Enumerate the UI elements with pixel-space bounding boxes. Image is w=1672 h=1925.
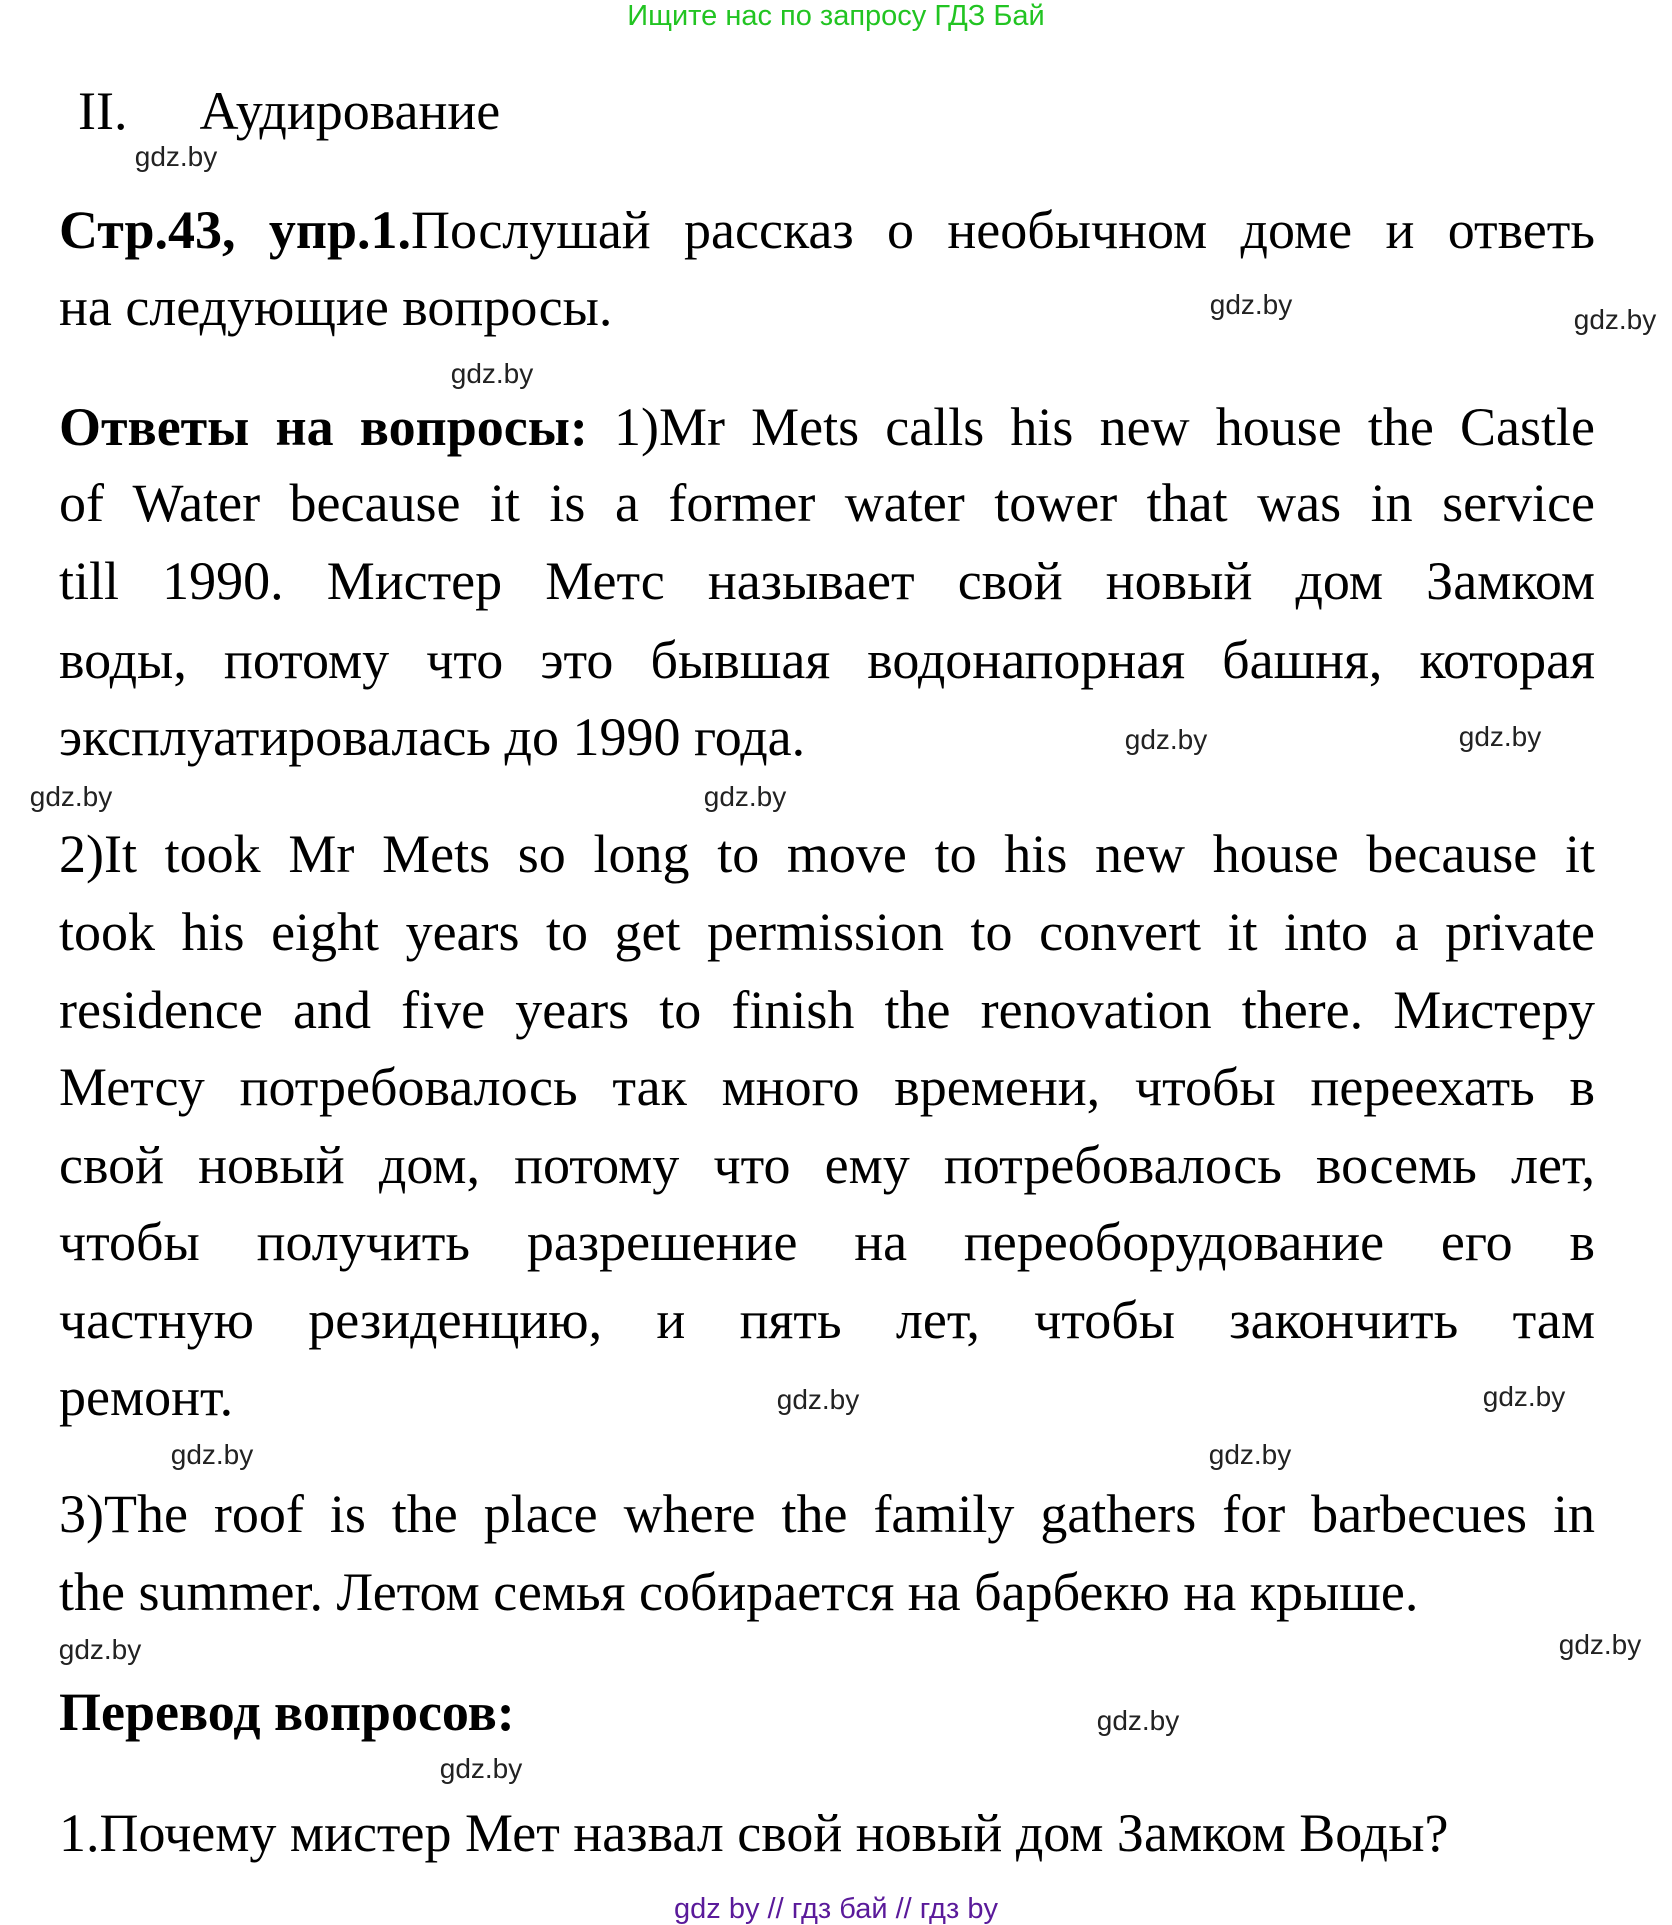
text-line	[59, 1801, 1595, 1865]
line-text: took his eight years to get permission to convert it into a private	[59, 902, 1595, 962]
watermark: gdz.by	[1482, 1381, 1566, 1412]
watermark: gdz.by	[29, 781, 113, 812]
line-text: воды, потому что это бывшая водонапорная башня, которая	[59, 630, 1595, 690]
footer-links: gdz by // гдз бай // гдз by	[674, 1893, 998, 1925]
line-text: residence and five years to finish the renovation there. Мистеру	[59, 980, 1595, 1040]
text-line	[59, 549, 1595, 613]
line-text: 2)It took Mr Mets so long to move to his new house because it	[59, 824, 1595, 884]
line-text: of Water because it is a former water tower that was in service	[59, 473, 1595, 533]
text-line	[59, 1482, 1595, 1546]
watermark: gdz.by	[703, 781, 787, 812]
translation-label: Перевод вопросов:	[59, 1682, 515, 1742]
watermark: gdz.by	[1558, 1629, 1642, 1660]
text-line	[59, 1055, 1595, 1119]
watermark: gdz.by	[1096, 1705, 1180, 1736]
line-text: 1)Mr Mets calls his new house the Castle	[614, 397, 1595, 457]
line-text: на следующие вопросы.	[59, 277, 613, 337]
answers-label: Ответы на вопросы:	[59, 397, 614, 457]
line-text: the summer. Летом семья собирается на барбекю на крыше.	[59, 1562, 1419, 1622]
text-line	[59, 900, 1595, 964]
text-line	[59, 822, 1595, 886]
line-text: свой новый дом, потому что ему потребовалось восемь лет,	[59, 1135, 1595, 1195]
line-text: till 1990. Мистер Метс называет свой новый дом Замком	[59, 551, 1595, 611]
section-title: Аудирование	[199, 81, 501, 141]
watermark: gdz.by	[450, 358, 534, 389]
watermark: gdz.by	[1573, 304, 1657, 335]
exercise-title-line	[59, 198, 1595, 262]
line-text: Метсу потребовалось так много времени, чтобы переехать в	[59, 1057, 1595, 1117]
line-text: ремонт.	[59, 1367, 234, 1427]
translation-heading	[59, 1680, 1595, 1744]
section-heading	[78, 83, 500, 139]
line-text: эксплуатировалась до 1990 года.	[59, 707, 806, 767]
text-line	[59, 275, 1595, 339]
watermark: gdz.by	[1124, 724, 1208, 755]
watermark: gdz.by	[1209, 289, 1293, 320]
watermark: gdz.by	[1458, 721, 1542, 752]
text-line	[59, 1288, 1595, 1352]
text-line	[59, 628, 1595, 692]
text-line	[59, 471, 1595, 535]
search-hint-banner: Ищите нас по запросу ГДЗ Бай	[627, 0, 1045, 32]
watermark: gdz.by	[1208, 1439, 1292, 1470]
text-line	[59, 1210, 1595, 1274]
watermark: gdz.by	[170, 1439, 254, 1470]
text-line	[59, 1133, 1595, 1197]
text-line	[59, 705, 1595, 769]
section-number: II.	[78, 81, 128, 141]
exercise-ref: Стр.43, упр.1.	[59, 200, 411, 260]
watermark: gdz.by	[134, 141, 218, 172]
watermark: gdz.by	[58, 1634, 142, 1665]
text-line	[59, 1560, 1595, 1624]
line-text: частную резиденцию, и пять лет, чтобы закончить там	[59, 1290, 1595, 1350]
line-text: чтобы получить разрешение на переоборудование его в	[59, 1212, 1595, 1272]
watermark: gdz.by	[439, 1753, 523, 1784]
line-text: 3)The roof is the place where the family gathers for barbecues in	[59, 1484, 1595, 1544]
text-line	[59, 978, 1595, 1042]
answers-heading-line	[59, 395, 1595, 459]
line-text: Послушай рассказ о необычном доме и ответь	[411, 200, 1595, 260]
watermark: gdz.by	[776, 1384, 860, 1415]
line-text: 1.Почему мистер Мет назвал свой новый дом Замком Воды?	[59, 1803, 1449, 1863]
